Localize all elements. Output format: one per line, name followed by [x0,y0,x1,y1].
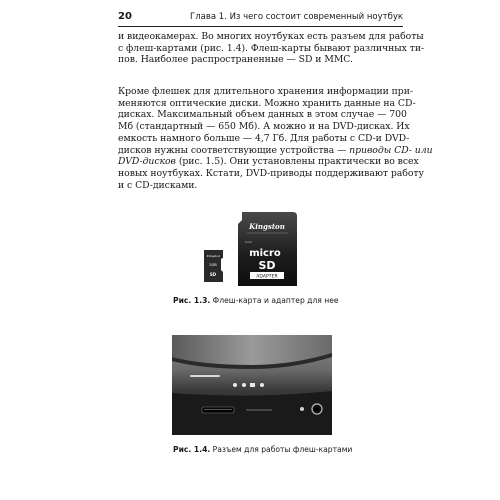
caption-label: Рис. 1.3. [173,296,211,305]
caption-text: Разъем для работы флеш-картами [210,445,353,454]
figure-2-caption [173,445,352,454]
text-line: с флеш-картами (рис. 1.4). Флеш-карты бывают различных ти- [118,42,425,54]
chapter-title: Глава 1. Из чего состоит современный ноутбук [190,12,403,22]
text-line: дисках. Максимальный объем данных в этом случае — 700 [118,109,407,121]
text-line: и видеокамерах. Во многих ноутбуках есть разъем для работы [118,31,424,42]
figure-1-caption [173,296,339,305]
adapter-label: ADAPTER [256,274,278,280]
text-line: Кроме флешек для длительного хранения информации при- [118,86,413,97]
text-line: и с CD-дисками. [118,179,198,191]
caption-label: Рис. 1.4. [173,445,211,454]
page-number: 20 [118,11,132,22]
text-line [118,156,419,168]
sd-logo-icon: ЅD [258,259,276,272]
paragraph-1 [118,31,425,66]
caption-text: Флеш-карта и адаптер для нее [210,296,339,305]
text-line: емкость намного больше — 4,7 Гб. Для работы с CD-и DVD- [118,132,410,144]
card-brand: Kingston [206,254,221,258]
adapter-lock-label: Lock [245,240,252,244]
text-line: меняются оптические диски. Можно хранить данные на CD- [118,97,416,109]
battery-icon [242,383,246,387]
text-line: новых ноутбуках. Кстати, DVD-приводы поддерживают работу [118,167,424,179]
header-rule [118,26,403,27]
italic-term: приводы CD- или [349,144,433,156]
text-line [118,144,433,157]
laptop-slot-photo [172,335,332,435]
text-run: дисков нужны соответствующие устройства — [118,144,350,156]
wifi-icon [260,383,264,387]
adapter-brand: Kingston [249,222,285,231]
page-header [118,11,403,25]
hdd-icon [250,383,255,387]
status-led-strip [190,375,220,377]
paragraph-2 [118,86,433,191]
card-capacity: 2GB [209,263,217,267]
port-cover [246,409,272,411]
text-line: Мб (стандартный — 650 Мб). А можно и на DVD-дисках. Их [118,121,410,133]
headphone-icon [300,407,304,411]
power-icon [233,383,237,387]
text-line: пов. Наиболее распространенные — SD и MMC. [118,54,353,66]
text-run: (рис. 1.5). Они установлены практически во всех [175,156,419,168]
micro-logo: micro [249,248,281,259]
flash-card-figure [194,206,309,291]
microsd-logo-icon: ЅD [209,272,217,277]
italic-term: DVD-дисков [118,156,176,168]
